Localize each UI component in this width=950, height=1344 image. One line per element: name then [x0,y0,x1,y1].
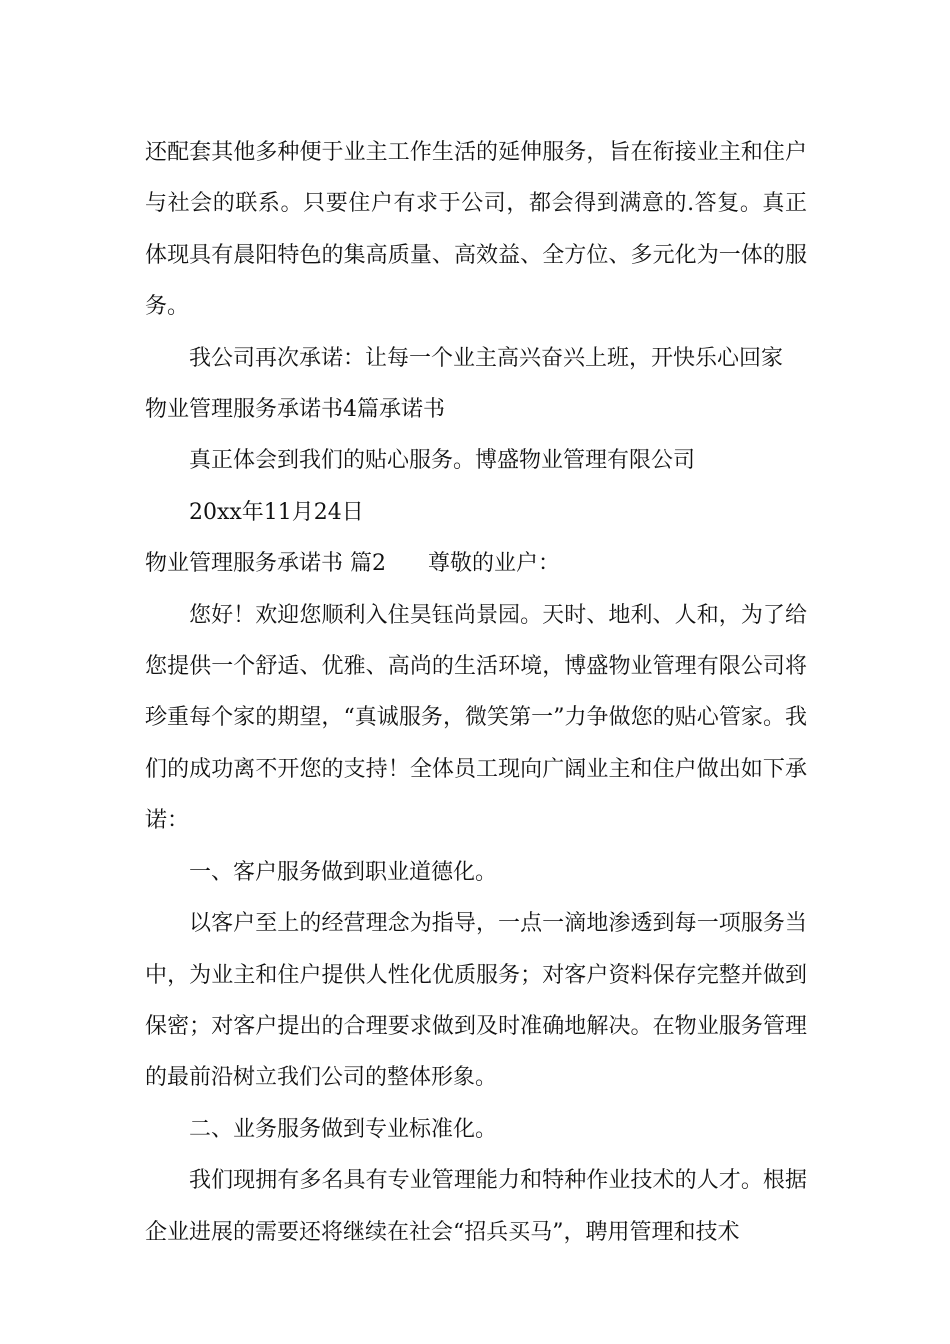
heading-customer-service: 一、客户服务做到职业道德化。 [189,859,498,885]
paragraph-company-signature: 真正体会到我们的贴心服务。博盛物业管理有限公司 [189,448,696,474]
section-title: 物业管理服务承诺书 篇2 [145,551,386,577]
paragraph-doc-title: 物业管理服务承诺书4篇承诺书 [145,397,445,423]
paragraph-commitment: 我公司再次承诺：让每一个业主高兴奋兴上班，开快乐心回家 [189,345,784,371]
salutation: 尊敬的业户： [428,551,561,577]
paragraph-welcome: 您好！欢迎您顺利入住昊钰尚景园。天时、地利、人和，为了给您提供一个舒适、优雅、高尚的生活环境，博盛物业管理有限公司将珍重每个家的期望，“真诚服务，微笑第一”力争做您的贴心管家。我们的成功离不开您的支持！全体员工现向广阔业主和住户做出如下承诺： [145,602,807,834]
paragraph-customer-service: 以客户至上的经营理念为指导，一点一滴地渗透到每一项服务当中，为业主和住户提供人性化优质服务；对客户资料保存完整并做到保密；对客户提出的合理要求做到及时准确地解决。在物业服务管理的最前沿树立我们公司的整体形象。 [145,911,807,1091]
paragraph-date: 20xx年11月24日 [189,499,364,525]
document-body [145,127,807,1258]
section-heading-row [145,538,807,589]
heading-business-service: 二、业务服务做到专业标准化。 [189,1116,498,1142]
paragraph-talent: 我们现拥有多名具有专业管理能力和特种作业技术的人才。根据企业进展的需要还将继续在社会“招兵买马”，聘用管理和技术 [145,1168,807,1245]
paragraph-extended-services: 还配套其他多种便于业主工作生活的延伸服务，旨在衔接业主和住户与社会的联系。只要住户有求于公司，都会得到满意的.答复。真正体现具有晨阳特色的集高质量、高效益、全方位、多元化为一体的服务。 [145,140,807,320]
